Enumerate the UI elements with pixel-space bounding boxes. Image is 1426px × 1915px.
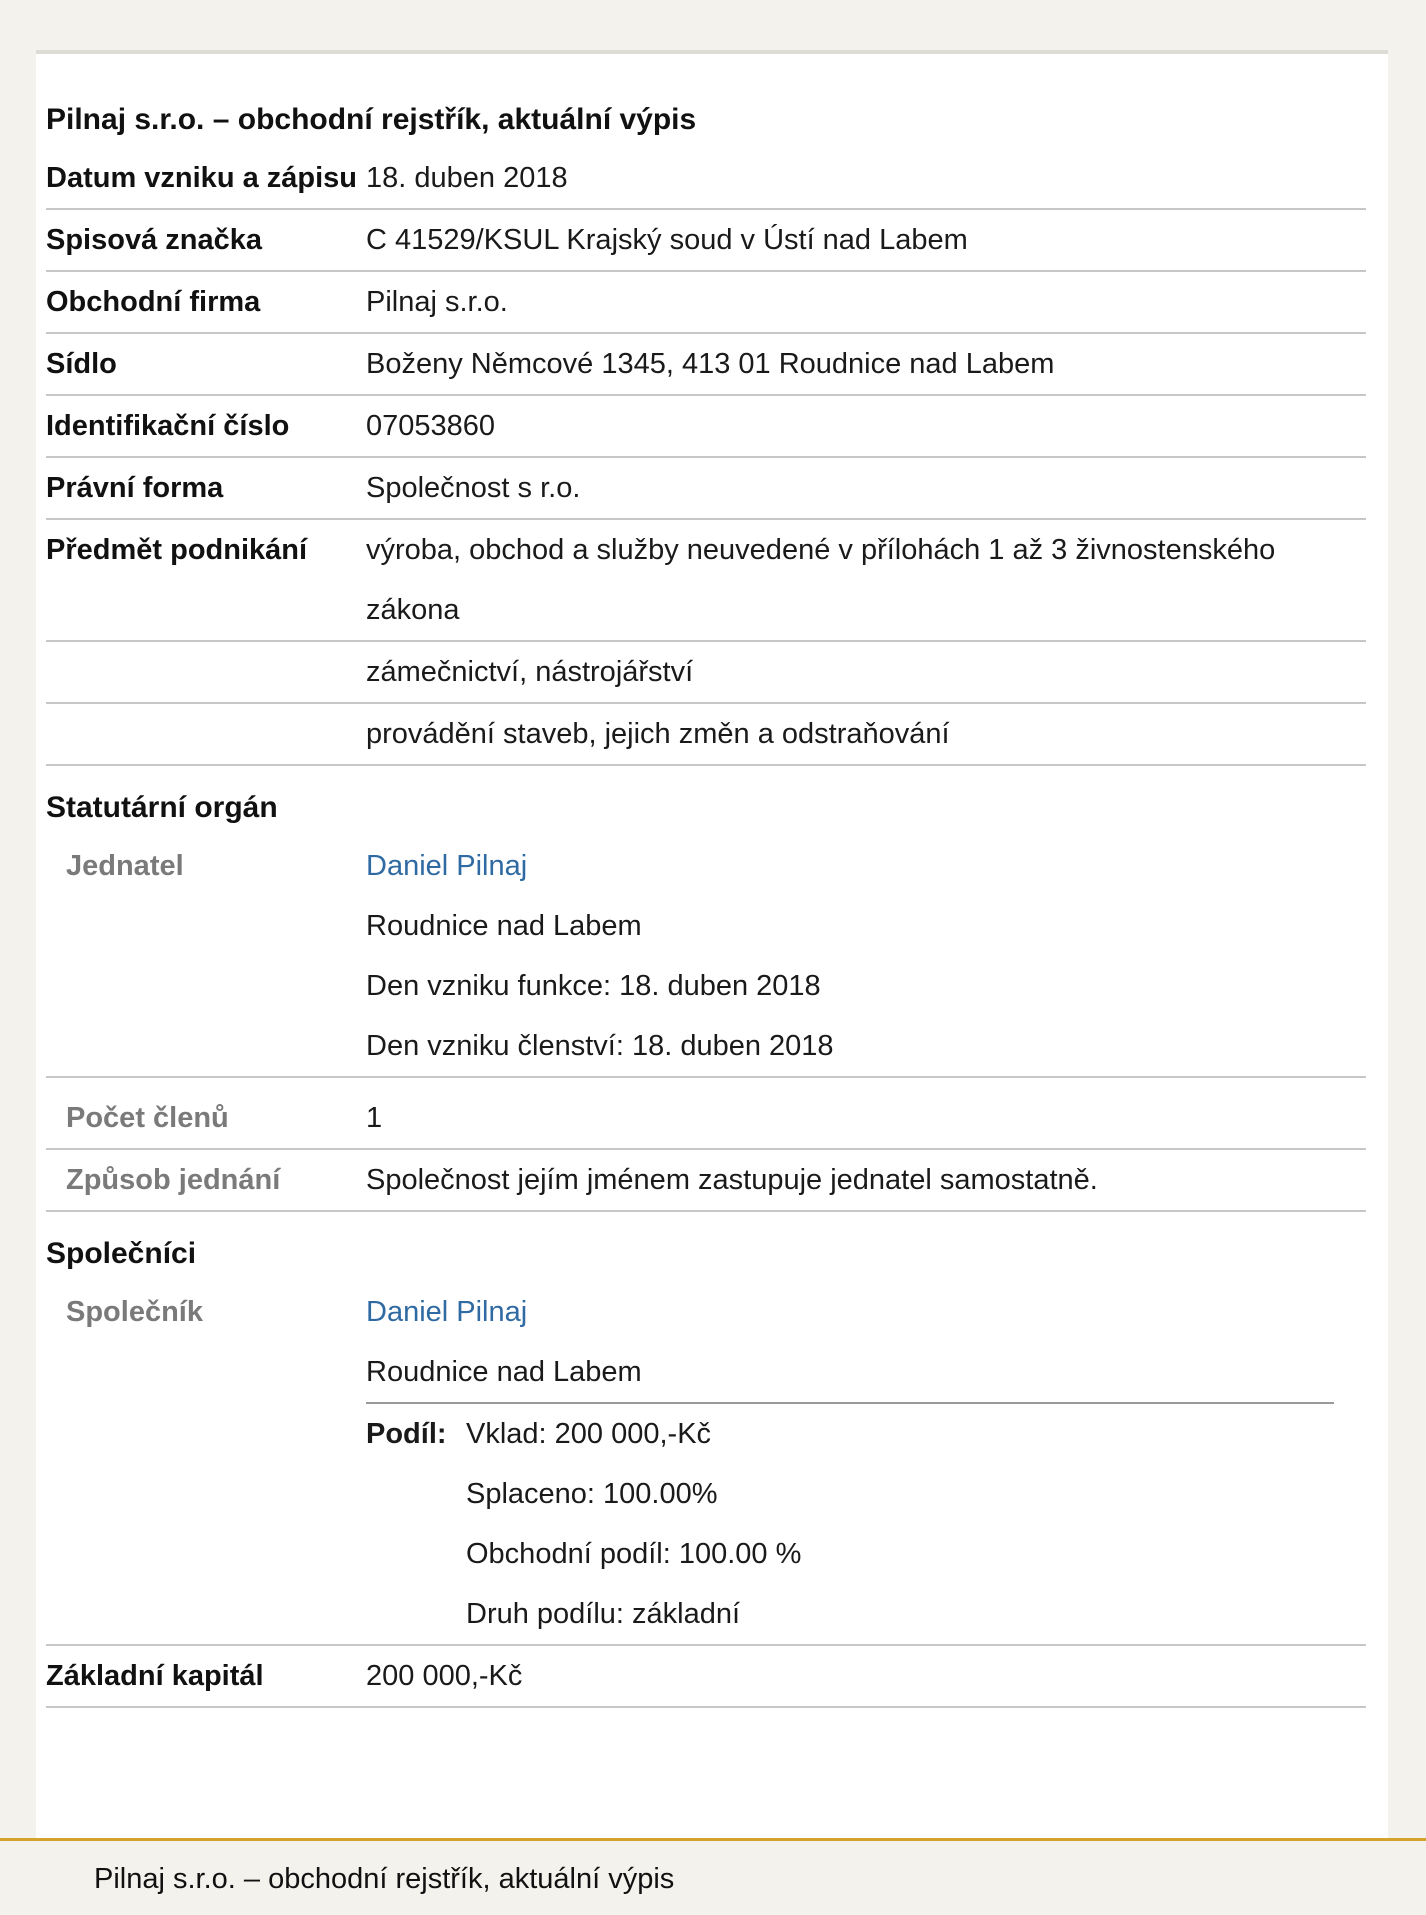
row-sidlo [46, 334, 1366, 396]
row-obchodni-firma [46, 272, 1366, 334]
label-sidlo: Sídlo [46, 348, 117, 380]
label-pravni-forma: Právní forma [46, 472, 224, 504]
row-zpusob-jednani [46, 1150, 1366, 1212]
value-predmet-1: výroba, obchod a služby neuvedené v přílohách 1 až 3 živnostenského zákona [366, 534, 1276, 626]
footer-title: Pilnaj s.r.o. – obchodní rejstřík, aktuální výpis [94, 1863, 675, 1895]
value-spolecnik [366, 1282, 1366, 1644]
value-identifikacni-cislo: 07053860 [366, 410, 496, 442]
value-obchodni-firma: Pilnaj s.r.o. [366, 286, 508, 318]
jednatel-name-link[interactable]: Daniel Pilnaj [366, 850, 528, 882]
podil-details [466, 1404, 801, 1644]
row-predmet-2 [46, 642, 1366, 704]
jednatel-den-vzniku-clenstvi: Den vzniku členství: 18. duben 2018 [366, 1030, 834, 1062]
spolecnik-city: Roudnice nad Labem [366, 1356, 642, 1388]
label-spolecnik: Společník [66, 1296, 203, 1328]
row-spolecnik [46, 1282, 1366, 1646]
jednatel-city: Roudnice nad Labem [366, 910, 642, 942]
label-zakladni-kapital: Základní kapitál [46, 1660, 264, 1692]
value-predmet-2: zámečnictví, nástrojářství [366, 656, 694, 688]
value-zpusob-jednani: Společnost jejím jménem zastupuje jednatel samostatně. [366, 1164, 1098, 1196]
row-pocet-clenu [46, 1078, 1366, 1150]
page-title: Pilnaj s.r.o. – obchodní rejstřík, aktuální výpis [46, 103, 697, 136]
value-predmet-3: provádění staveb, jejich změn a odstraňování [366, 718, 950, 750]
podil-block [366, 1402, 1334, 1644]
row-spisova-znacka [46, 210, 1366, 272]
podil-splaceno: Splaceno: 100.00% [466, 1478, 718, 1510]
value-datum-vzniku: 18. duben 2018 [366, 162, 568, 194]
register-card [36, 50, 1388, 1841]
label-pocet-clenu: Počet členů [66, 1102, 229, 1134]
value-pocet-clenu: 1 [366, 1102, 383, 1134]
value-zakladni-kapital: 200 000,-Kč [366, 1660, 523, 1692]
label-spisova-znacka: Spisová značka [46, 224, 262, 256]
podil-vklad: Vklad: 200 000,-Kč [466, 1418, 712, 1450]
row-zakladni-kapital [46, 1646, 1366, 1708]
label-obchodni-firma: Obchodní firma [46, 286, 261, 318]
row-predmet-3 [46, 704, 1366, 766]
value-spisova-znacka: C 41529/KSUL Krajský soud v Ústí nad Labem [366, 224, 968, 256]
value-sidlo: Boženy Němcové 1345, 413 01 Roudnice nad Labem [366, 348, 1055, 380]
row-datum-vzniku [46, 148, 1366, 210]
row-identifikacni-cislo [46, 396, 1366, 458]
podil-label: Podíl: [366, 1418, 447, 1450]
value-pravni-forma: Společnost s r.o. [366, 472, 581, 504]
register-content [46, 100, 1366, 1708]
row-pravni-forma [46, 458, 1366, 520]
label-predmet-podnikani: Předmět podnikání [46, 534, 308, 566]
label-jednatel: Jednatel [66, 850, 184, 882]
section-spolecnici: Společníci [46, 1237, 197, 1270]
podil-obchodni-podil: Obchodní podíl: 100.00 % [466, 1538, 802, 1570]
row-jednatel [46, 836, 1366, 1078]
label-identifikacni-cislo: Identifikační číslo [46, 410, 290, 442]
value-jednatel [366, 836, 1366, 1076]
section-statutarni-organ: Statutární orgán [46, 791, 278, 824]
spolecnik-name-link[interactable]: Daniel Pilnaj [366, 1296, 528, 1328]
podil-druh: Druh podílu: základní [466, 1598, 741, 1630]
label-zpusob-jednani: Způsob jednání [66, 1164, 281, 1196]
label-datum-vzniku: Datum vzniku a zápisu [46, 162, 358, 194]
jednatel-den-vzniku-funkce: Den vzniku funkce: 18. duben 2018 [366, 970, 821, 1002]
row-predmet-podnikani [46, 520, 1366, 642]
footer [0, 1838, 1426, 1915]
